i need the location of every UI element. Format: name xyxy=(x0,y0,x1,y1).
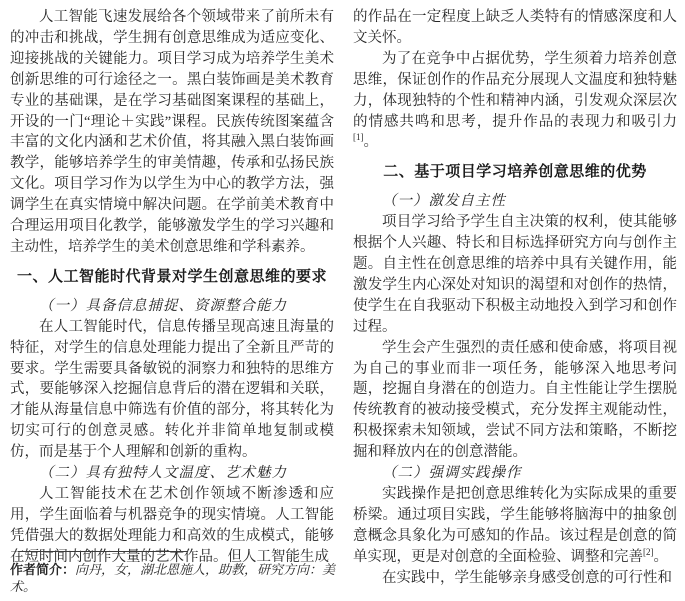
subsection-heading-1-2: （二）具有独特人文温度、艺术魅力 xyxy=(39,465,287,482)
paragraph xyxy=(353,49,677,154)
section-heading-2: 二、基于项目学习培养创意思维的优势 xyxy=(383,163,647,181)
subsection-heading-2-2: （二）强调实践操作 xyxy=(382,465,522,482)
paragraph: 项目学习给予学生自主决策的权利，使其能够根据个人兴趣、特长和目标选择研究方向与创作主题。自主性在创意思维的培养中具有关键作用，能激发学生内心深处对知识的渴望和对创作的热情，使学生在自我驱动下积极主动地投入到学习和创作过程。 xyxy=(353,214,677,335)
footnote-divider xyxy=(18,551,188,552)
paragraph: 学生会产生强烈的责任感和使命感，将项目视为自己的事业而非一项任务，能够深入地思考问题，挖掘自身潜在的创造力。自主性能让学生摆脱传统教育的被动接受模式，充分发挥主观能动性，积极探索未知领域，尝试不同方法和策略，不断挖掘和释放内在的创意潜能。 xyxy=(353,339,677,461)
paragraph: 在实践中，学生能够亲身感受创意的可行性和 xyxy=(382,569,672,586)
author-footnote xyxy=(10,551,340,595)
paragraph-text: 。 xyxy=(653,548,668,565)
paragraph-text: 实践操作是把创意思维转化为实际成果的重要桥梁。通过项目实践，学生能够将脑海中的抽象创意概念具象化为可感知的作品。该过程是创意的简单实现，更是对创意的全面检验、调整和完善 xyxy=(353,485,677,565)
author-bio-label: 作者简介： xyxy=(10,562,76,577)
subsection-heading-2-1: （一）激发自主性 xyxy=(382,193,506,210)
paragraph-text: 为了在竞争中占据优势，学生须着力培养创意思维，保证创作的作品充分展现人文温度和独特魅力，体现独特的个性和精神内涵，引发观众深层次的情感共鸣和思考，提升作品的表现力和吸引力 xyxy=(353,50,677,130)
footnote-ref-2: [2] xyxy=(643,546,654,557)
paragraph-text: 。 xyxy=(363,134,378,151)
right-column xyxy=(353,7,677,588)
section-heading-1: 一、人工智能时代背景对学生创意思维的要求 xyxy=(16,267,327,285)
paragraph xyxy=(353,484,677,568)
author-bio xyxy=(10,561,340,595)
author-bio-text: 向丹，女，湖北恩施人，助教，研究方向：美术。 xyxy=(10,562,336,594)
paragraph-continuation: 的作品在一定程度上缺乏人类特有的情感深度和人文关怀。 xyxy=(353,9,677,46)
footnote-ref-1: [1] xyxy=(353,132,364,143)
paragraph: 人工智能技术在艺术创作领域不断渗透和应用，学生面临着与机器竞争的现实情境。人工智能凭借强大的数据处理能力和高效的生成模式，能够在短时间内创作大量的艺术作品。但人工智能生成 xyxy=(10,485,334,565)
paragraph-intro: 人工智能飞速发展给各个领域带来了前所未有的冲击和挑战，学生拥有创意思维成为适应变化、迎接挑战的关键能力。项目学习成为培养学生美术创新思维的可行途径之一。黑白装饰画是美术教育专业的基础课，是在学习基础图案课程的基础上，开设的一门“理论＋实践”课程。民族传统图案蕴含丰富的文化内涵和艺术价值，将其融入黑白装饰画教学，能够培养学生的审美情趣，传承和弘扬民族文化。项目学习作为以学生为中心的教学方法，强调学生在真实情境中解决问题。在学前美术教育中合理运用项目化教学，能够激发学生的学习兴趣和主动性，培养学生的美术创意思维和学科素养。 xyxy=(10,9,334,255)
paragraph: 在人工智能时代，信息传播呈现高速且海量的特征，对学生的信息处理能力提出了全新且严苛的要求。学生需要具备敏锐的洞察力和独特的思维方式，要能够深入挖掘信息背后的潜在逻辑和关联，才能从海量信息中筛选有价值的部分，将其转化为切实可行的创意灵感。转化并非简单地复制或模仿，而是基于个人理解和创新的重构。 xyxy=(10,318,334,461)
subsection-heading-1-1: （一）具备信息捕捉、资源整合能力 xyxy=(39,297,287,314)
left-column xyxy=(10,7,334,588)
